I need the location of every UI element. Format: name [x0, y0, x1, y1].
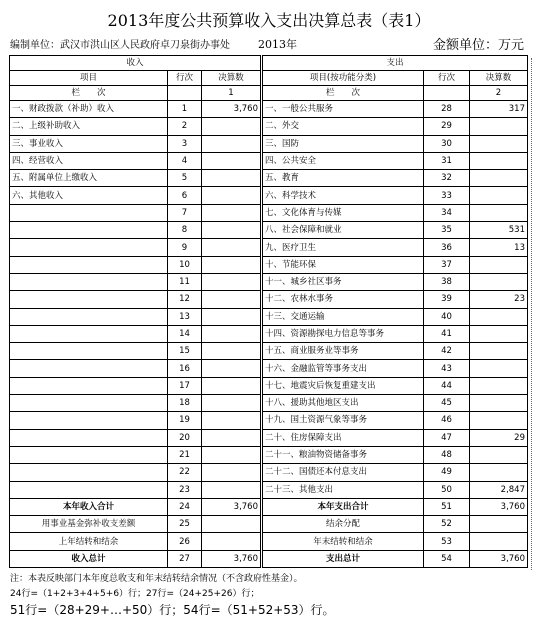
income-line-no: 16: [168, 360, 202, 377]
expense-item: 十三、交通运输: [262, 308, 424, 325]
table-row: [10, 308, 528, 325]
expense-item: 六、科学技术: [262, 187, 424, 204]
table-row: [10, 135, 528, 152]
expense-line-no: 47: [424, 429, 470, 446]
income-amount: [202, 256, 262, 273]
income-line-no: 4: [168, 152, 202, 169]
income-amount: [202, 152, 262, 169]
income-line-no: 10: [168, 256, 202, 273]
amount-unit: 金额单位：万元: [432, 38, 524, 53]
income-amount: [202, 273, 262, 290]
expense-amount: [470, 135, 528, 152]
expense-line-no: 32: [424, 170, 470, 187]
expense-amount: [470, 308, 528, 325]
header-row-columns: [10, 71, 528, 86]
income-item: [10, 343, 168, 360]
expense-amount: [470, 256, 528, 273]
table-row: [10, 412, 528, 429]
expense-amount: [470, 187, 528, 204]
report-year: 2013年: [258, 38, 297, 51]
expense-line-no: 33: [424, 187, 470, 204]
expense-item: 九、医疗卫生: [262, 239, 424, 256]
lanci-col1: 1: [202, 86, 262, 101]
income-amount: [202, 395, 262, 412]
income-item: [10, 273, 168, 290]
expense-item: 二十、住房保障支出: [262, 429, 424, 446]
income-amount: 3,760: [202, 550, 262, 567]
income-amount: 3,760: [202, 498, 262, 515]
expense-line-no: 31: [424, 152, 470, 169]
income-amount: [202, 308, 262, 325]
income-header: 收入: [10, 56, 262, 71]
table-row: [10, 256, 528, 273]
income-item: [10, 291, 168, 308]
table-row: [10, 273, 528, 290]
income-line-no: 14: [168, 325, 202, 342]
income-line-no: 24: [168, 498, 202, 515]
expense-amount: 13: [470, 239, 528, 256]
table-row: [10, 187, 528, 204]
expense-line-no: 30: [424, 135, 470, 152]
income-amount: [202, 446, 262, 463]
expense-line-no: 37: [424, 256, 470, 273]
income-line-no: 22: [168, 464, 202, 481]
note-line: 注：本表反映部门本年度总收支和年末结转结余情况（不含政府性基金）。: [10, 574, 303, 584]
col-header-amount: 决算数: [202, 71, 262, 86]
expense-amount: [470, 464, 528, 481]
expense-item: 十六、金融监管等事务支出: [262, 360, 424, 377]
income-line-no: 21: [168, 446, 202, 463]
expense-line-no: 48: [424, 446, 470, 463]
expense-amount: 3,760: [470, 550, 528, 567]
expense-total-item: 结余分配: [262, 516, 424, 533]
expense-line-no: 53: [424, 533, 470, 550]
col-header-expense-item: 项目(按功能分类): [262, 71, 424, 86]
expense-line-no: 49: [424, 464, 470, 481]
expense-line-no: 40: [424, 308, 470, 325]
income-amount: [202, 516, 262, 533]
expense-line-no: 35: [424, 222, 470, 239]
income-line-no: 17: [168, 377, 202, 394]
total-row: [10, 516, 528, 533]
expense-line-no: 28: [424, 101, 470, 118]
expense-line-no: 44: [424, 377, 470, 394]
expense-line-no: 39: [424, 291, 470, 308]
income-item: [10, 412, 168, 429]
income-total-item: 收入总计: [10, 550, 168, 567]
income-item: [10, 325, 168, 342]
expense-line-no: 36: [424, 239, 470, 256]
expense-total-item: 年末结转和结余: [262, 533, 424, 550]
table-row: [10, 360, 528, 377]
income-item: 五、附属单位上缴收入: [10, 170, 168, 187]
expense-amount: [470, 412, 528, 429]
expense-amount: [470, 118, 528, 135]
lanci-col2: 2: [470, 86, 528, 101]
income-line-no: 13: [168, 308, 202, 325]
col-header-line-no: 行次: [168, 71, 202, 86]
expense-line-no: 51: [424, 498, 470, 515]
income-line-no: 25: [168, 516, 202, 533]
report-title: 2013年度公共预算收入支出决算总表（表1）: [107, 11, 431, 30]
income-amount: [202, 239, 262, 256]
expense-item: 十九、国土资源气象等事务: [262, 412, 424, 429]
expense-item: 十八、援助其他地区支出: [262, 395, 424, 412]
income-line-no: 20: [168, 429, 202, 446]
expense-line-no: 29: [424, 118, 470, 135]
expense-amount: 3,760: [470, 498, 528, 515]
lanci-empty: [424, 86, 470, 101]
expense-amount: [470, 377, 528, 394]
table-row: [10, 118, 528, 135]
expense-line-no: 45: [424, 395, 470, 412]
income-item: [10, 256, 168, 273]
expense-amount: 317: [470, 101, 528, 118]
income-total-item: 用事业基金弥补收支差额: [10, 516, 168, 533]
table-row: [10, 204, 528, 221]
expense-header: 支出: [262, 56, 528, 71]
expense-item: 五、教育: [262, 170, 424, 187]
income-line-no: 27: [168, 550, 202, 567]
expense-amount: [470, 360, 528, 377]
income-line-no: 12: [168, 291, 202, 308]
expense-line-no: 54: [424, 550, 470, 567]
income-amount: [202, 360, 262, 377]
lanci-label: 栏 次: [10, 86, 168, 101]
table-row: [10, 325, 528, 342]
expense-line-no: 41: [424, 325, 470, 342]
income-item: 六、其他收入: [10, 187, 168, 204]
table-row: [10, 464, 528, 481]
income-amount: [202, 187, 262, 204]
income-item: 三、事业收入: [10, 135, 168, 152]
note-line: 51行=（28+29+…+50）行；54行=（51+52+53）行。: [10, 603, 335, 617]
expense-item: 十一、城乡社区事务: [262, 273, 424, 290]
income-item: [10, 360, 168, 377]
expense-item: 一、一般公共服务: [262, 101, 424, 118]
lanci-empty: [168, 86, 202, 101]
note-line: 24行=（1+2+3+4+5+6）行；27行=（24+25+26）行；: [10, 589, 260, 599]
expense-amount: [470, 395, 528, 412]
expense-item: 二、外交: [262, 118, 424, 135]
expense-item: 四、公共安全: [262, 152, 424, 169]
table-row: [10, 429, 528, 446]
income-line-no: 19: [168, 412, 202, 429]
income-item: 四、经营收入: [10, 152, 168, 169]
expense-line-no: 46: [424, 412, 470, 429]
income-item: [10, 222, 168, 239]
table-row: [10, 446, 528, 463]
table-row: [10, 101, 528, 118]
income-total-item: 本年收入合计: [10, 498, 168, 515]
table-row: [10, 377, 528, 394]
table-row: [10, 481, 528, 498]
expense-total-item: 本年支出合计: [262, 498, 424, 515]
table-row: [10, 343, 528, 360]
income-amount: [202, 464, 262, 481]
table-row: [10, 291, 528, 308]
expense-item: 二十二、国债还本付息支出: [262, 464, 424, 481]
income-amount: [202, 533, 262, 550]
income-amount: [202, 204, 262, 221]
expense-amount: [470, 273, 528, 290]
income-line-no: 6: [168, 187, 202, 204]
expense-amount: 23: [470, 291, 528, 308]
header-row-section: [10, 56, 528, 71]
col-header-amount: 决算数: [470, 71, 528, 86]
table-row: [10, 222, 528, 239]
expense-amount: [470, 152, 528, 169]
income-item: [10, 429, 168, 446]
income-amount: [202, 170, 262, 187]
expense-item: 三、国防: [262, 135, 424, 152]
income-line-no: 18: [168, 395, 202, 412]
compiling-unit: 编制单位：武汉市洪山区人民政府卓刀泉街办事处: [10, 40, 230, 51]
page-edge-line: [531, 58, 533, 570]
income-item: [10, 481, 168, 498]
expense-amount: [470, 516, 528, 533]
total-row: [10, 550, 528, 567]
expense-item: 十二、农林水事务: [262, 291, 424, 308]
income-line-no: 15: [168, 343, 202, 360]
header-row-lanci: [10, 86, 528, 101]
lanci-label: 栏 次: [262, 86, 424, 101]
income-line-no: 5: [168, 170, 202, 187]
expense-item: 二十一、粮油物资储备事务: [262, 446, 424, 463]
total-row: [10, 533, 528, 550]
expense-line-no: 52: [424, 516, 470, 533]
budget-table: [9, 55, 528, 568]
income-amount: [202, 325, 262, 342]
expense-line-no: 42: [424, 343, 470, 360]
income-item: [10, 377, 168, 394]
expense-amount: [470, 343, 528, 360]
expense-line-no: 34: [424, 204, 470, 221]
expense-amount: 29: [470, 429, 528, 446]
expense-item: 七、文化体育与传媒: [262, 204, 424, 221]
table-row: [10, 395, 528, 412]
income-amount: [202, 481, 262, 498]
notes: [10, 571, 530, 619]
income-line-no: 23: [168, 481, 202, 498]
expense-line-no: 38: [424, 273, 470, 290]
income-line-no: 11: [168, 273, 202, 290]
income-amount: [202, 429, 262, 446]
income-amount: [202, 412, 262, 429]
income-amount: 3,760: [202, 101, 262, 118]
income-item: 二、上级补助收入: [10, 118, 168, 135]
income-line-no: 7: [168, 204, 202, 221]
expense-line-no: 43: [424, 360, 470, 377]
income-item: [10, 395, 168, 412]
income-line-no: 9: [168, 239, 202, 256]
income-item: [10, 464, 168, 481]
income-amount: [202, 377, 262, 394]
col-header-item: 项目: [10, 71, 168, 86]
expense-line-no: 50: [424, 481, 470, 498]
table-row: [10, 152, 528, 169]
col-header-line-no: 行次: [424, 71, 470, 86]
income-line-no: 2: [168, 118, 202, 135]
income-item: [10, 204, 168, 221]
expense-amount: [470, 325, 528, 342]
expense-item: 二十三、其他支出: [262, 481, 424, 498]
income-amount: [202, 135, 262, 152]
table-row: [10, 239, 528, 256]
expense-total-item: 支出总计: [262, 550, 424, 567]
expense-amount: [470, 204, 528, 221]
expense-amount: [470, 533, 528, 550]
expense-item: 十七、地震灾后恢复重建支出: [262, 377, 424, 394]
income-total-item: 上年结转和结余: [10, 533, 168, 550]
income-line-no: 8: [168, 222, 202, 239]
income-item: 一、财政拨款（补助）收入: [10, 101, 168, 118]
total-row: [10, 498, 528, 515]
income-amount: [202, 118, 262, 135]
income-item: [10, 446, 168, 463]
expense-amount: [470, 446, 528, 463]
income-item: [10, 308, 168, 325]
expense-amount: 531: [470, 222, 528, 239]
expense-item: 八、社会保障和就业: [262, 222, 424, 239]
income-item: [10, 239, 168, 256]
expense-amount: [470, 170, 528, 187]
table-row: [10, 170, 528, 187]
income-line-no: 3: [168, 135, 202, 152]
expense-item: 十四、资源勘探电力信息等事务: [262, 325, 424, 342]
expense-item: 十、节能环保: [262, 256, 424, 273]
expense-item: 十五、商业服务业等事务: [262, 343, 424, 360]
income-amount: [202, 291, 262, 308]
income-line-no: 26: [168, 533, 202, 550]
income-line-no: 1: [168, 101, 202, 118]
income-amount: [202, 222, 262, 239]
income-amount: [202, 343, 262, 360]
expense-amount: 2,847: [470, 481, 528, 498]
